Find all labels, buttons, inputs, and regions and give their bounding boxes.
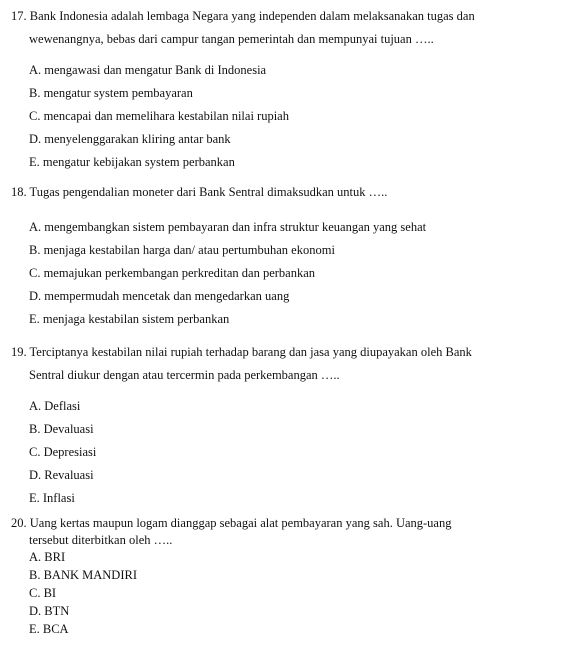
- option-c: C. BI: [29, 586, 57, 600]
- option-d: D. BTN: [29, 604, 70, 618]
- option-a: A. mengembangkan sistem pembayaran dan infra struktur keuangan yang sehat: [29, 220, 427, 234]
- option-c: C. memajukan perkembangan perkreditan dan perbankan: [29, 266, 315, 280]
- question-number: 20.: [11, 516, 27, 530]
- question-19: [11, 345, 472, 359]
- option-e: E. Inflasi: [29, 491, 75, 505]
- question-text-continued: tersebut diterbitkan oleh …..: [29, 533, 173, 547]
- option-e: E. mengatur kebijakan system perbankan: [29, 155, 235, 169]
- question-text: Uang kertas maupun logam dianggap sebagai alat pembayaran yang sah. Uang-uang: [29, 516, 452, 530]
- question-text-continued: wewenangnya, bebas dari campur tangan pemerintah dan mempunyai tujuan …..: [29, 32, 434, 46]
- question-17: [11, 9, 475, 23]
- option-c: C. Depresiasi: [29, 445, 97, 459]
- option-b: B. BANK MANDIRI: [29, 568, 137, 582]
- option-a: A. mengawasi dan mengatur Bank di Indonesia: [29, 63, 267, 77]
- option-d: D. menyelenggarakan kliring antar bank: [29, 132, 231, 146]
- question-text: Bank Indonesia adalah lembaga Negara yang independen dalam melaksanakan tugas dan: [29, 9, 475, 23]
- option-b: B. mengatur system pembayaran: [29, 86, 193, 100]
- question-18: [11, 185, 387, 199]
- question-20: [11, 516, 451, 530]
- question-number: 17.: [11, 9, 27, 23]
- question-text: Tugas pengendalian moneter dari Bank Sentral dimaksudkan untuk …..: [29, 185, 388, 199]
- question-number: 19.: [11, 345, 27, 359]
- option-b: B. Devaluasi: [29, 422, 94, 436]
- question-text-continued: Sentral diukur dengan atau tercermin pada perkembangan …..: [29, 368, 340, 382]
- option-d: D. Revaluasi: [29, 468, 94, 482]
- option-c: C. mencapai dan memelihara kestabilan nilai rupiah: [29, 109, 289, 123]
- option-b: B. menjaga kestabilan harga dan/ atau pertumbuhan ekonomi: [29, 243, 335, 257]
- option-e: E. BCA: [29, 622, 69, 636]
- option-a: A. BRI: [29, 550, 66, 564]
- option-d: D. mempermudah mencetak dan mengedarkan uang: [29, 289, 290, 303]
- option-a: A. Deflasi: [29, 399, 81, 413]
- option-e: E. menjaga kestabilan sistem perbankan: [29, 312, 230, 326]
- question-number: 18.: [11, 185, 27, 199]
- question-text: Terciptanya kestabilan nilai rupiah terhadap barang dan jasa yang diupayakan oleh Bank: [29, 345, 472, 359]
